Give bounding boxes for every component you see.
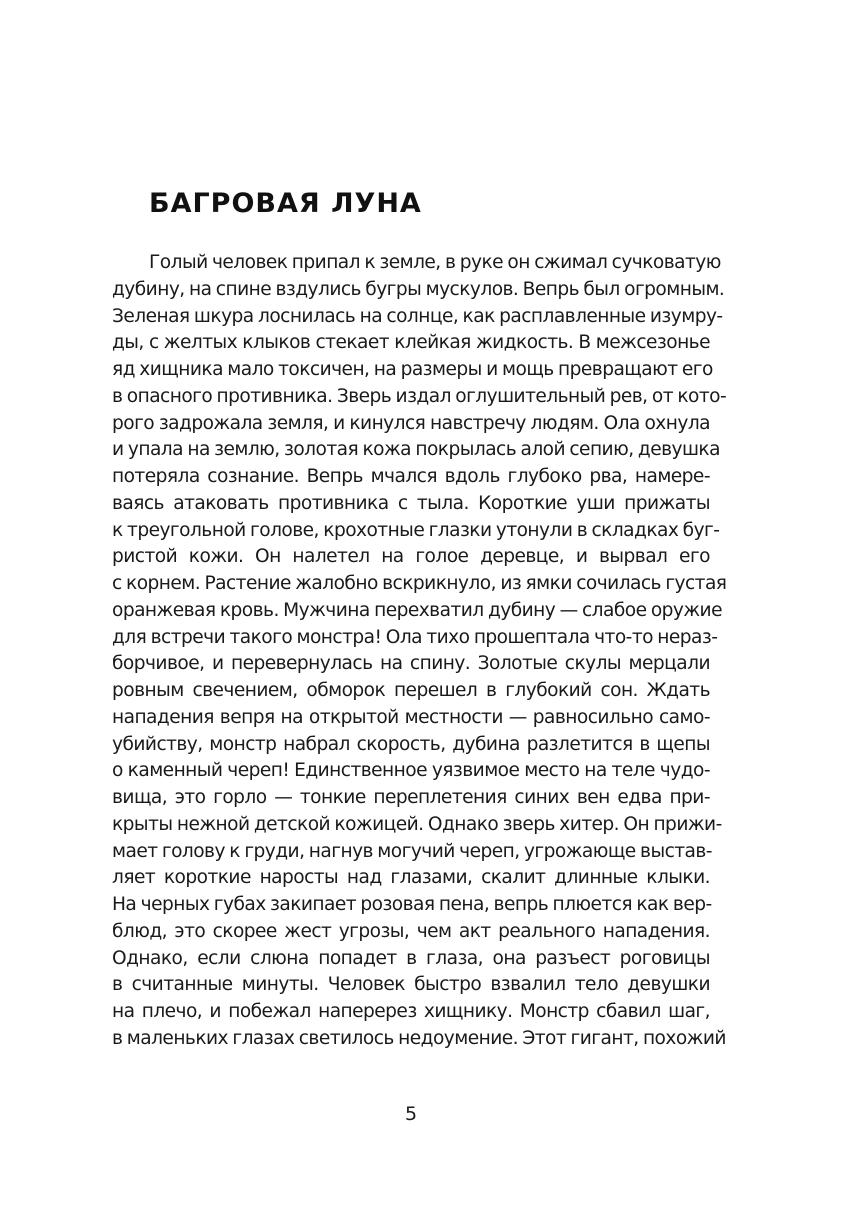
text-line: потеряла сознание. Вепрь мчался вдоль глубоко рва, намере- bbox=[112, 466, 710, 487]
chapter-title: БАГРОВАЯ ЛУНА bbox=[149, 188, 422, 219]
text-line: и упала на землю, золотая кожа покрылась алой сепию, девушка bbox=[112, 439, 720, 461]
text-line: Голый человек припал к земле, в руке он сжимал сучковатую bbox=[149, 252, 721, 273]
text-line: убийству, монстр набрал скорость, дубина разлетится в щепы bbox=[112, 733, 710, 755]
text-line: нападения вепря на открытой местности — равносильно само- bbox=[112, 706, 710, 728]
text-line: о каменный череп! Единственное уязвимое место на теле чудо- bbox=[112, 760, 710, 782]
text-line: вища, это горло — тонкие переплетения синих вен едва при- bbox=[112, 787, 710, 808]
text-line: яд хищника мало токсичен, на размеры и мощь превращают его bbox=[112, 359, 713, 380]
text-line: На черных губах закипает розовая пена, вепрь плюется как вер- bbox=[112, 894, 712, 915]
text-line: в опасного противника. Зверь издал оглушительный рев, от кото- bbox=[112, 385, 727, 407]
text-line: борчивое, и перевернулась на спину. Золотые скулы мерцали bbox=[112, 653, 710, 675]
text-line: крыты нежной детской кожицей. Однако зверь хитер. Он прижи- bbox=[112, 813, 722, 835]
text-line: ды, с желтых клыков стекает клейкая жидкость. В межсезонье bbox=[112, 332, 710, 354]
text-line: к треугольной голове, крохотные глазки утонули в складках буг- bbox=[112, 519, 720, 541]
text-line: мает голову к груди, нагнув могучий череп, угрожающе выстав- bbox=[112, 840, 712, 862]
text-line: ляет короткие наросты над глазами, скалит длинные клыки. bbox=[112, 867, 710, 889]
text-line: блюд, это скорее жест угрозы, чем акт реального нападения. bbox=[112, 920, 710, 942]
text-line: Зеленая шкура лоснилась на солнце, как расплавленные изумру- bbox=[112, 305, 723, 327]
text-line: ристой кожи. Он налетел на голое деревце, и вырвал его bbox=[112, 546, 710, 568]
text-line: в маленьких глазах светилось недоумение. Этот гигант, похожий bbox=[112, 1027, 726, 1049]
page-number: 5 bbox=[404, 1103, 418, 1125]
paragraph bbox=[112, 250, 727, 1053]
text-line: Однако, если слюна попадет в глаза, она разъест роговицы bbox=[112, 947, 710, 969]
text-line: оранжевая кровь. Мужчина перехватил дубину — слабое оружие bbox=[112, 599, 722, 621]
text-line: ваясь атаковать противника с тыла. Короткие уши прижаты bbox=[112, 492, 710, 514]
text-line: с корнем. Растение жалобно вскрикнуло, из ямки сочилась густая bbox=[112, 573, 727, 594]
text-line: рого задрожала земля, и кинулся навстречу людям. Ола охнула bbox=[112, 412, 710, 434]
text-line: на плечо, и побежал наперерез хищнику. Монстр сбавил шаг, bbox=[112, 1001, 710, 1022]
text-line: ровным свечением, обморок перешел в глубокий сон. Ждать bbox=[112, 680, 710, 701]
text-line: дубину, на спине вздулись бугры мускулов. Вепрь был огромным. bbox=[112, 278, 725, 300]
text-line: для встречи такого монстра! Ола тихо прошептала что-то нераз- bbox=[112, 626, 718, 648]
text-line: в считанные минуты. Человек быстро взвалил тело девушки bbox=[112, 974, 710, 996]
